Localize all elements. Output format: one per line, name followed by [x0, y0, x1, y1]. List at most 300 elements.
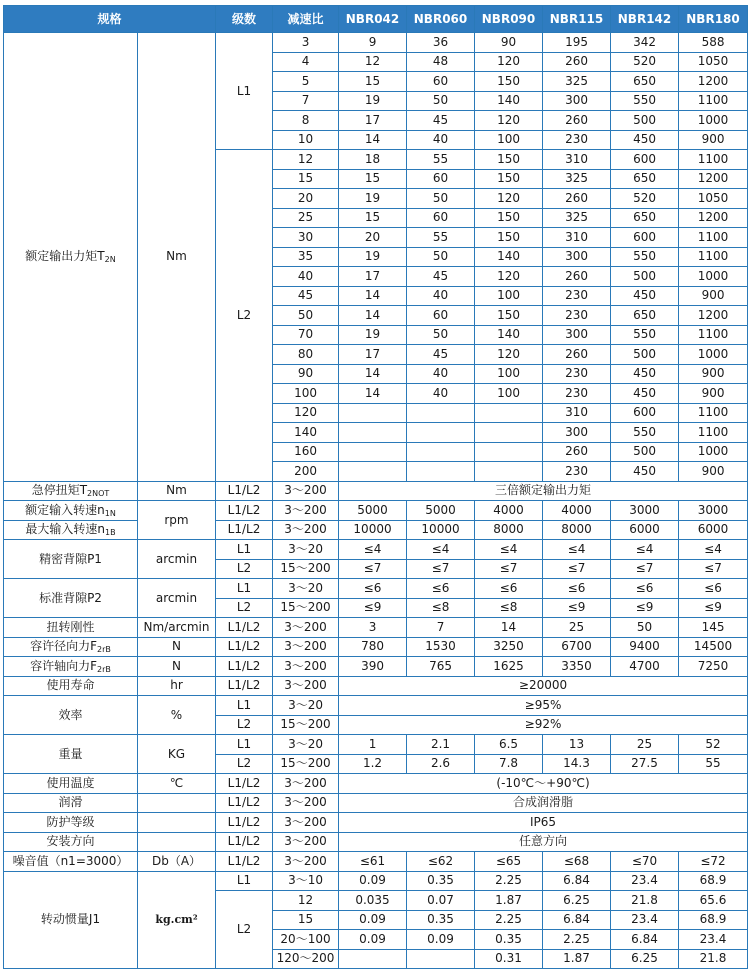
torque-label [4, 33, 138, 482]
value-cell: 1050 [679, 189, 748, 209]
ratio-cell: 15～200 [273, 715, 339, 735]
radial-force-label-subscript: 2rB [97, 645, 111, 655]
unit-cell: Db（A） [138, 852, 216, 872]
value-cell: 900 [679, 286, 748, 306]
value-cell: 1100 [679, 247, 748, 267]
ratio-cell: 3～20 [273, 735, 339, 755]
value-cell: 230 [543, 130, 611, 150]
inertia-row [4, 871, 748, 891]
value-cell: 4000 [475, 501, 543, 521]
value-cell: 600 [611, 150, 679, 170]
ratio-cell: 12 [273, 891, 339, 911]
value-cell: 14 [339, 130, 407, 150]
value-cell: 1000 [679, 345, 748, 365]
table-header [4, 6, 748, 33]
level-cell: L2 [216, 150, 273, 482]
value-cell: 6000 [611, 520, 679, 540]
value-cell: 14 [339, 364, 407, 384]
value-cell: 500 [611, 442, 679, 462]
value-cell: 0.035 [339, 891, 407, 911]
value-cell: 40 [407, 384, 475, 404]
value-cell: 0.35 [407, 871, 475, 891]
value-cell: 13 [543, 735, 611, 755]
ratio-cell: 20 [273, 189, 339, 209]
header-model: NBR060 [407, 6, 475, 33]
value-cell: 500 [611, 267, 679, 287]
value-cell: 765 [407, 657, 475, 677]
value-cell: ≤70 [611, 852, 679, 872]
value-cell: 650 [611, 208, 679, 228]
value-cell: 25 [611, 735, 679, 755]
max-speed-row [4, 520, 748, 540]
ratio-cell: 3～200 [273, 618, 339, 638]
value-cell: 10000 [407, 520, 475, 540]
protection-row [4, 813, 748, 833]
ratio-cell: 80 [273, 345, 339, 365]
value-cell: ≤7 [339, 559, 407, 579]
value-cell: ≤4 [339, 540, 407, 560]
ratio-cell: 20～100 [273, 930, 339, 950]
value-cell: 100 [475, 384, 543, 404]
value-cell: ≤8 [407, 598, 475, 618]
value-cell: 100 [475, 286, 543, 306]
merged-value-cell: (-10℃～+90℃) [339, 774, 748, 794]
level-cell: L1/L2 [216, 852, 273, 872]
ratio-cell: 3～20 [273, 579, 339, 599]
header-model: NBR115 [543, 6, 611, 33]
unit-cell: % [138, 696, 216, 735]
value-cell: 260 [543, 442, 611, 462]
header-model: NBR142 [611, 6, 679, 33]
value-cell: 3250 [475, 637, 543, 657]
ratio-cell: 3～10 [273, 871, 339, 891]
value-cell: 150 [475, 208, 543, 228]
value-cell: 520 [611, 52, 679, 72]
value-cell: 52 [679, 735, 748, 755]
ratio-cell: 3～20 [273, 540, 339, 560]
value-cell: ≤7 [611, 559, 679, 579]
value-cell: 0.09 [339, 930, 407, 950]
value-cell: 14 [339, 286, 407, 306]
value-cell: 50 [611, 618, 679, 638]
value-cell: 3000 [611, 501, 679, 521]
value-cell: 23.4 [679, 930, 748, 950]
value-cell: 120 [475, 267, 543, 287]
value-cell: 390 [339, 657, 407, 677]
rated-speed-row [4, 501, 748, 521]
value-cell: 6700 [543, 637, 611, 657]
header-model: NBR180 [679, 6, 748, 33]
ratio-cell: 10 [273, 130, 339, 150]
ratio-cell: 3～200 [273, 852, 339, 872]
value-cell: ≤72 [679, 852, 748, 872]
value-cell: ≤7 [543, 559, 611, 579]
inertia-label: 转动惯量J1 [4, 871, 138, 969]
value-cell: 260 [543, 52, 611, 72]
backlash-p2-row [4, 579, 748, 599]
value-cell: 1000 [679, 267, 748, 287]
level-cell: L2 [216, 891, 273, 969]
value-cell: 1000 [679, 442, 748, 462]
value-cell: 27.5 [611, 754, 679, 774]
value-cell: 1.87 [475, 891, 543, 911]
weight-label: 重量 [4, 735, 138, 774]
value-cell: 3350 [543, 657, 611, 677]
ratio-cell: 3 [273, 33, 339, 53]
value-cell: 6000 [679, 520, 748, 540]
level-cell: L1 [216, 33, 273, 150]
value-cell: 60 [407, 169, 475, 189]
value-cell: ≤6 [679, 579, 748, 599]
value-cell [339, 442, 407, 462]
value-cell: 19 [339, 189, 407, 209]
backlash-p1-row [4, 540, 748, 560]
value-cell: 40 [407, 364, 475, 384]
ratio-cell: 7 [273, 91, 339, 111]
value-cell: 17 [339, 111, 407, 131]
lubrication-label: 润滑 [4, 793, 138, 813]
value-cell: 1000 [679, 111, 748, 131]
level-cell: L1/L2 [216, 520, 273, 540]
value-cell: 60 [407, 208, 475, 228]
mounting-label: 安装方向 [4, 832, 138, 852]
ratio-cell: 3～200 [273, 774, 339, 794]
ratio-cell: 3～200 [273, 676, 339, 696]
unit-cell: Nm [138, 481, 216, 501]
value-cell: 6.25 [543, 891, 611, 911]
level-cell: L1/L2 [216, 657, 273, 677]
life-row [4, 676, 748, 696]
value-cell: 21.8 [679, 949, 748, 969]
value-cell: 450 [611, 130, 679, 150]
value-cell: 1100 [679, 403, 748, 423]
value-cell: ≤7 [679, 559, 748, 579]
value-cell: 36 [407, 33, 475, 53]
value-cell: 1100 [679, 325, 748, 345]
value-cell: ≤9 [679, 598, 748, 618]
ratio-cell: 120～200 [273, 949, 339, 969]
value-cell: 1.87 [543, 949, 611, 969]
value-cell: 50 [407, 325, 475, 345]
value-cell: 9400 [611, 637, 679, 657]
unit-cell: kg.cm² [138, 871, 216, 969]
value-cell: ≤6 [407, 579, 475, 599]
value-cell: 300 [543, 91, 611, 111]
value-cell: 140 [475, 91, 543, 111]
radial-force-row [4, 637, 748, 657]
ratio-cell: 3～200 [273, 813, 339, 833]
merged-value-cell: ≥95% [339, 696, 748, 716]
value-cell: ≤68 [543, 852, 611, 872]
ratio-cell: 15～200 [273, 598, 339, 618]
level-cell: L2 [216, 598, 273, 618]
value-cell: 195 [543, 33, 611, 53]
emergency-row [4, 481, 748, 501]
value-cell: 15 [339, 169, 407, 189]
value-cell: 8000 [543, 520, 611, 540]
value-cell: ≤6 [475, 579, 543, 599]
value-cell [407, 403, 475, 423]
value-cell: 520 [611, 189, 679, 209]
emergency-label [4, 481, 138, 501]
value-cell: 1625 [475, 657, 543, 677]
value-cell: 100 [475, 130, 543, 150]
value-cell: 20 [339, 228, 407, 248]
value-cell: 25 [543, 618, 611, 638]
merged-value-cell: 合成润滑脂 [339, 793, 748, 813]
value-cell: 23.4 [611, 910, 679, 930]
value-cell: 1200 [679, 169, 748, 189]
value-cell: ≤6 [611, 579, 679, 599]
unit-cell: hr [138, 676, 216, 696]
level-cell: L1/L2 [216, 832, 273, 852]
value-cell: 260 [543, 189, 611, 209]
value-cell: 120 [475, 345, 543, 365]
merged-value-cell: 三倍额定输出力矩 [339, 481, 748, 501]
value-cell: 1100 [679, 150, 748, 170]
ratio-cell: 15 [273, 169, 339, 189]
level-cell: L1/L2 [216, 481, 273, 501]
ratio-cell: 90 [273, 364, 339, 384]
value-cell: 900 [679, 130, 748, 150]
ratio-cell: 50 [273, 306, 339, 326]
value-cell: 2.25 [475, 871, 543, 891]
value-cell: 230 [543, 306, 611, 326]
level-cell: L1/L2 [216, 676, 273, 696]
value-cell: 1100 [679, 91, 748, 111]
value-cell: 450 [611, 462, 679, 482]
value-cell [475, 403, 543, 423]
level-cell: L2 [216, 559, 273, 579]
weight-row [4, 735, 748, 755]
merged-value-cell: ≥20000 [339, 676, 748, 696]
value-cell: 300 [543, 325, 611, 345]
level-cell: L2 [216, 715, 273, 735]
unit-cell: ℃ [138, 774, 216, 794]
value-cell: 14 [339, 306, 407, 326]
max-speed-label-text: 最大输入转速n [25, 522, 106, 537]
noise-label: 噪音值（n1=3000） [4, 852, 138, 872]
value-cell: 1 [339, 735, 407, 755]
header-model: NBR042 [339, 6, 407, 33]
value-cell: ≤7 [475, 559, 543, 579]
value-cell: 0.07 [407, 891, 475, 911]
value-cell: 40 [407, 130, 475, 150]
value-cell: 230 [543, 364, 611, 384]
value-cell: 150 [475, 228, 543, 248]
unit-cell: Nm/arcmin [138, 618, 216, 638]
value-cell: 550 [611, 91, 679, 111]
value-cell: 0.09 [339, 871, 407, 891]
value-cell: 150 [475, 169, 543, 189]
merged-value-cell: ≥92% [339, 715, 748, 735]
value-cell: 450 [611, 286, 679, 306]
value-cell: 2.6 [407, 754, 475, 774]
value-cell: 6.5 [475, 735, 543, 755]
value-cell: 500 [611, 111, 679, 131]
torque-label-text: 额定输出力矩T [25, 249, 105, 264]
level-cell: L1/L2 [216, 618, 273, 638]
value-cell: 120 [475, 52, 543, 72]
value-cell: 0.35 [475, 930, 543, 950]
value-cell: 6.84 [543, 871, 611, 891]
value-cell: 50 [407, 247, 475, 267]
temperature-label: 使用温度 [4, 774, 138, 794]
value-cell: 150 [475, 72, 543, 92]
value-cell: 6.84 [543, 910, 611, 930]
level-cell: L1/L2 [216, 637, 273, 657]
radial-force-label-text: 容许径向力F [30, 639, 98, 654]
rated-speed-label-subscript: 1N [104, 508, 116, 518]
value-cell: 7250 [679, 657, 748, 677]
ratio-cell: 45 [273, 286, 339, 306]
value-cell: 150 [475, 150, 543, 170]
level-cell: L1/L2 [216, 774, 273, 794]
value-cell: 65.6 [679, 891, 748, 911]
protection-label: 防护等级 [4, 813, 138, 833]
value-cell: 5000 [407, 501, 475, 521]
axial-force-label-text: 容许轴向力F [30, 658, 98, 673]
value-cell: 9 [339, 33, 407, 53]
value-cell [475, 442, 543, 462]
ratio-cell: 35 [273, 247, 339, 267]
max-speed-label [4, 520, 138, 540]
value-cell: 45 [407, 345, 475, 365]
value-cell: 1100 [679, 228, 748, 248]
spec-table [3, 5, 748, 969]
ratio-cell: 4 [273, 52, 339, 72]
value-cell: ≤4 [407, 540, 475, 560]
unit-cell [138, 813, 216, 833]
header-ratio: 减速比 [273, 6, 339, 33]
value-cell: 450 [611, 364, 679, 384]
radial-force-label [4, 637, 138, 657]
value-cell: 19 [339, 91, 407, 111]
value-cell: 600 [611, 403, 679, 423]
axial-force-label-subscript: 2rB [97, 664, 111, 674]
ratio-cell: 3～200 [273, 481, 339, 501]
table-body [4, 33, 748, 969]
ratio-cell: 12 [273, 150, 339, 170]
value-cell: 6.25 [611, 949, 679, 969]
value-cell: 120 [475, 111, 543, 131]
max-speed-label-subscript: 1B [105, 528, 116, 538]
value-cell: 1200 [679, 72, 748, 92]
value-cell: 7.8 [475, 754, 543, 774]
value-cell: 8000 [475, 520, 543, 540]
value-cell: 21.8 [611, 891, 679, 911]
value-cell: 23.4 [611, 871, 679, 891]
value-cell: 310 [543, 403, 611, 423]
value-cell: ≤9 [611, 598, 679, 618]
value-cell: 2.25 [475, 910, 543, 930]
value-cell [475, 462, 543, 482]
value-cell: 300 [543, 247, 611, 267]
value-cell: 260 [543, 111, 611, 131]
torque-label-subscript: 2N [104, 255, 116, 265]
value-cell: 40 [407, 286, 475, 306]
value-cell: 90 [475, 33, 543, 53]
ratio-cell: 3～200 [273, 520, 339, 540]
axial-force-row [4, 657, 748, 677]
value-cell: ≤8 [475, 598, 543, 618]
unit-cell: rpm [138, 501, 216, 540]
ratio-cell: 160 [273, 442, 339, 462]
value-cell: 310 [543, 228, 611, 248]
value-cell: 68.9 [679, 871, 748, 891]
mounting-row [4, 832, 748, 852]
value-cell: 650 [611, 72, 679, 92]
ratio-cell: 3～20 [273, 696, 339, 716]
value-cell: 55 [407, 150, 475, 170]
value-cell: ≤9 [543, 598, 611, 618]
temperature-row [4, 774, 748, 794]
value-cell: ≤4 [679, 540, 748, 560]
unit-cell: N [138, 637, 216, 657]
unit-cell: arcmin [138, 540, 216, 579]
ratio-cell: 40 [273, 267, 339, 287]
value-cell: 3000 [679, 501, 748, 521]
value-cell: 588 [679, 33, 748, 53]
value-cell: 17 [339, 345, 407, 365]
value-cell: 14 [475, 618, 543, 638]
torque-row [4, 33, 748, 53]
emergency-label-text: 急停扭矩T [31, 483, 88, 498]
ratio-cell: 15 [273, 910, 339, 930]
ratio-cell: 3～200 [273, 657, 339, 677]
ratio-cell: 3～200 [273, 793, 339, 813]
value-cell: ≤4 [543, 540, 611, 560]
level-cell: L1/L2 [216, 501, 273, 521]
backlash-p2-label: 标准背隙P2 [4, 579, 138, 618]
value-cell: 18 [339, 150, 407, 170]
unit-cell [138, 793, 216, 813]
unit-cell [138, 832, 216, 852]
backlash-p1-label: 精密背隙P1 [4, 540, 138, 579]
value-cell: 4700 [611, 657, 679, 677]
value-cell: 1.2 [339, 754, 407, 774]
ratio-cell: 30 [273, 228, 339, 248]
stiffness-row [4, 618, 748, 638]
value-cell: 260 [543, 345, 611, 365]
ratio-cell: 70 [273, 325, 339, 345]
value-cell: 14500 [679, 637, 748, 657]
value-cell: 550 [611, 423, 679, 443]
value-cell: 60 [407, 306, 475, 326]
level-cell: L1 [216, 540, 273, 560]
level-cell: L1/L2 [216, 813, 273, 833]
value-cell: 0.09 [339, 910, 407, 930]
ratio-cell: 3～200 [273, 501, 339, 521]
value-cell: ≤6 [339, 579, 407, 599]
header-level: 级数 [216, 6, 273, 33]
stiffness-label: 扭转刚性 [4, 618, 138, 638]
value-cell [475, 423, 543, 443]
value-cell: 2.25 [543, 930, 611, 950]
value-cell: 4000 [543, 501, 611, 521]
header-model: NBR090 [475, 6, 543, 33]
value-cell: 150 [475, 306, 543, 326]
value-cell: 12 [339, 52, 407, 72]
value-cell: 19 [339, 325, 407, 345]
unit-cell: arcmin [138, 579, 216, 618]
ratio-cell: 15～200 [273, 559, 339, 579]
value-cell: 900 [679, 462, 748, 482]
rated-speed-label [4, 501, 138, 521]
value-cell: 1530 [407, 637, 475, 657]
life-label: 使用寿命 [4, 676, 138, 696]
value-cell: 14.3 [543, 754, 611, 774]
